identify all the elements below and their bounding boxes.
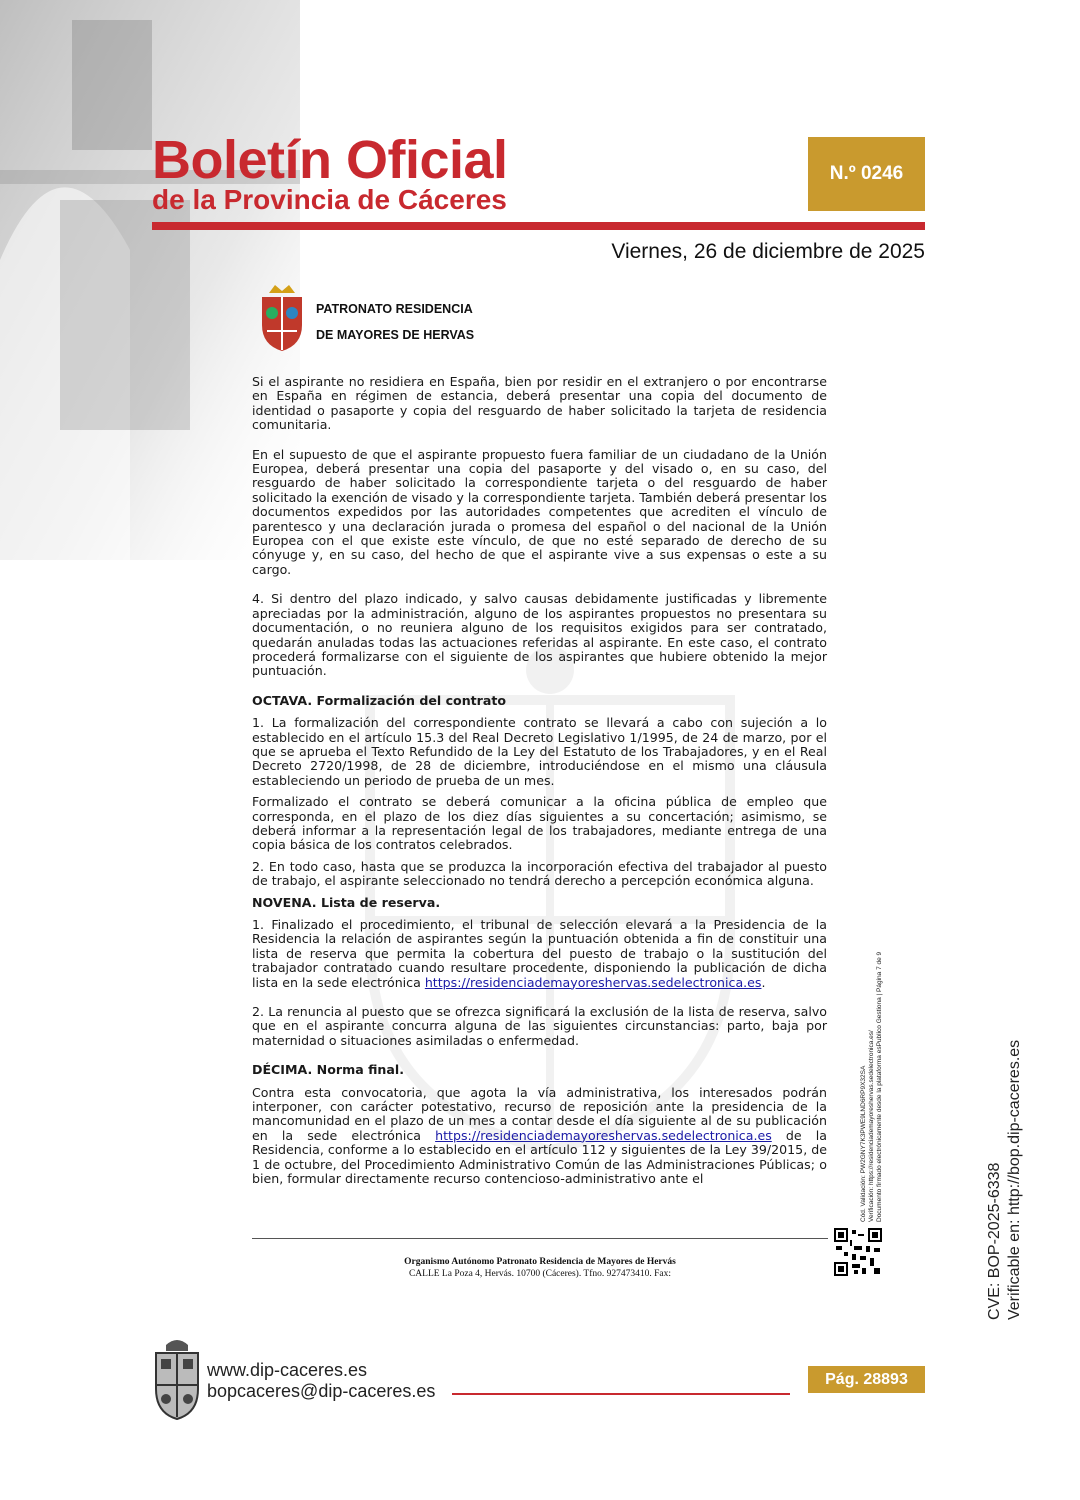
section-heading-novena: NOVENA. Lista de reserva.	[252, 894, 441, 910]
paragraph-documentation: 4. Si dentro del plazo indicado, y salvo causas debidamente justificadas y libremente apreciadas por la administración, alguno de los aspirantes propuestos no presentara su documentación, o no reuniera alguno de los requisitos exigidos para ser contratado, quedarán anuladas todas las actuaciones referidas al aspirante. En este caso, el contrato procederá formalizarse con el siguiente de los aspirantes que hubiere obtenido la mejor puntuación.	[252, 591, 827, 679]
organization-name-line2: DE MAYORES DE HERVAS	[316, 328, 475, 342]
validation-code-text	[860, 952, 884, 1222]
paragraph-reserve-list	[252, 918, 827, 990]
page-footer	[252, 1256, 828, 1280]
sede-electronica-link-2[interactable]: https://residenciademayoreshervas.sedelectronica.es	[435, 1127, 772, 1143]
validation-code-line1: Cód. Validación: PW2GNY7K3PWE9LND6RP9X32SA	[860, 1065, 867, 1222]
bottom-divider	[452, 1393, 790, 1395]
document-body	[252, 375, 827, 1202]
final-rule-text-b: de la Residencia, conforme a lo establecido en el artículo 112 y siguientes de la Ley 39/2015, de 1 de octubre, del Procedimiento Administrativo Común de las Administraciones Públicas; o bien, formular directamente recurso contencioso-administrativo ante el	[252, 1127, 827, 1187]
cve-verification	[985, 1040, 1025, 1320]
contact-info	[207, 1360, 435, 1402]
bulletin-subtitle: de la Provincia de Cáceres	[152, 184, 507, 215]
page-number-badge: Pág. 28893	[808, 1366, 925, 1393]
diputacion-coat-of-arms-logo	[152, 1337, 202, 1421]
qr-code	[834, 1228, 882, 1276]
paragraph-incorporation: 2. En todo caso, hasta que se produzca la incorporación efectiva del trabajador al puesto de trabajo, el aspirante seleccionado no tendrá derecho a percepción económica alguna.	[252, 858, 827, 889]
verify-url: Verificable en: http://bop.dip-caceres.es	[1006, 1039, 1023, 1320]
section-heading-octava: OCTAVA. Formalización del contrato	[252, 692, 507, 708]
header-divider	[152, 222, 925, 230]
validation-code-line3: Documento firmado electrónicamente desde la plataforma esPublico Gestiona | Página 7 de 9	[876, 951, 883, 1222]
sede-electronica-link[interactable]: https://residenciademayoreshervas.sedelectronica.es	[424, 974, 762, 990]
validation-code-line2: Verificación: https://residenciademayoreshervas.sedelectronica.es/	[868, 1030, 875, 1222]
footer-address: CALLE La Poza 4, Hervás. 10700 (Cáceres). Tfno. 927473410. Fax:	[408, 1269, 672, 1279]
organization-name-line1: PATRONATO RESIDENCIA	[316, 302, 473, 316]
paragraph-eu-family: En el supuesto de que el aspirante propuesto fuera familiar de un ciudadano de la Unión Europea, deberá presentar una copia del pasaporte y del visado o, en su caso, del resguardo de haber solicitado la correspondiente tarjeta o del resguardo de haber solicitado la exención de visado y la correspondiente tarjeta. También deberá presentar los documentos expedidos por las autoridades competentes que acrediten el vínculo de parentesco y una declaración jurada o promesa del español o del nacional de la Unión Europea con el que existe este vínculo, de que no esté separado de derecho de su cónyuge y, en su caso, del hecho de que el aspirante vive a sus expensas o este a su cargo.	[252, 446, 827, 577]
issue-number-badge: N.º 0246	[808, 137, 925, 211]
paragraph-residency: Si el aspirante no residiera en España, bien por residir en el extranjero o por encontrarse en España en régimen de estancia, deberá presentar una copia del documento de identidad o pasaporte y copia del resguardo de haber solicitado la tarjeta de residencia comunitaria.	[252, 374, 827, 433]
organization-name	[316, 296, 474, 348]
paragraph-renounce: 2. La renuncia al puesto que se ofrezca significará la exclusión de la lista de reserva, salvo que en el aspirante concurra alguna de las siguientes circunstancias: parto, baja por maternidad o situaciones asimiladas o enfermedad.	[252, 1004, 827, 1048]
website-link[interactable]: www.dip-caceres.es	[207, 1360, 368, 1380]
final-rule-text-a: Contra esta convocatoria, que agota la vía administrativa, los interesados podrán interponer, con carácter potestativo, recurso de reposición ante la presidencia de la mancomunidad en el plazo de un mes a contar desde el día siguiente al de su publicación en la sede electrónica	[252, 1084, 827, 1143]
paragraph-employment-office: Formalizado el contrato se deberá comunicar a la oficina pública de empleo que corresponda, en el plazo de los diez días siguientes a su concertación; asimismo, se deberá informar a la representación legal de los trabajadores, mediante entrega de una copia básica de los contratos celebrados.	[252, 794, 827, 853]
paragraph-final-rule	[252, 1086, 827, 1187]
email-link[interactable]: bopcaceres@dip-caceres.es	[207, 1381, 436, 1401]
bulletin-title: Boletín Oficial	[152, 130, 508, 190]
reserve-list-end: .	[761, 974, 766, 990]
footer-divider	[252, 1238, 828, 1239]
footer-organization: Organismo Autónomo Patronato Residencia de Mayores de Hervás	[404, 1257, 676, 1267]
section-heading-decima: DÉCIMA. Norma final.	[252, 1062, 404, 1078]
reserve-list-text: 1. Finalizado el procedimiento, el tribunal de selección elevará a la Presidencia de la Residencia la relación de aspirantes según la puntuación obtenida a fin de constituir una lista de reserva que permita la cobertura del puesto de trabajo o la sustitución del trabajador contratado cuando resultare procedente, disponiendo la publicación de dicha lista en la sede electrónica	[252, 917, 827, 990]
cve-code: CVE: BOP-2025-6338	[986, 1162, 1003, 1320]
publication-date: Viernes, 26 de diciembre de 2025	[611, 240, 925, 263]
paragraph-contract-formalization: 1. La formalización del correspondiente contrato se llevará a cabo con sujeción a lo establecido en el artículo 15.3 del Real Decreto Legislativo 1/1995, de 24 de marzo, por el que se aprueba el Texto Refundido de la Ley del Estatuto de los Trabajadores, y en el Real Decreto 2720/1998, de 28 de diciembre, introduciéndose en el mismo una cláusula estableciendo un periodo de prueba de un mes.	[252, 715, 827, 788]
residencia-shield-logo	[257, 283, 307, 353]
